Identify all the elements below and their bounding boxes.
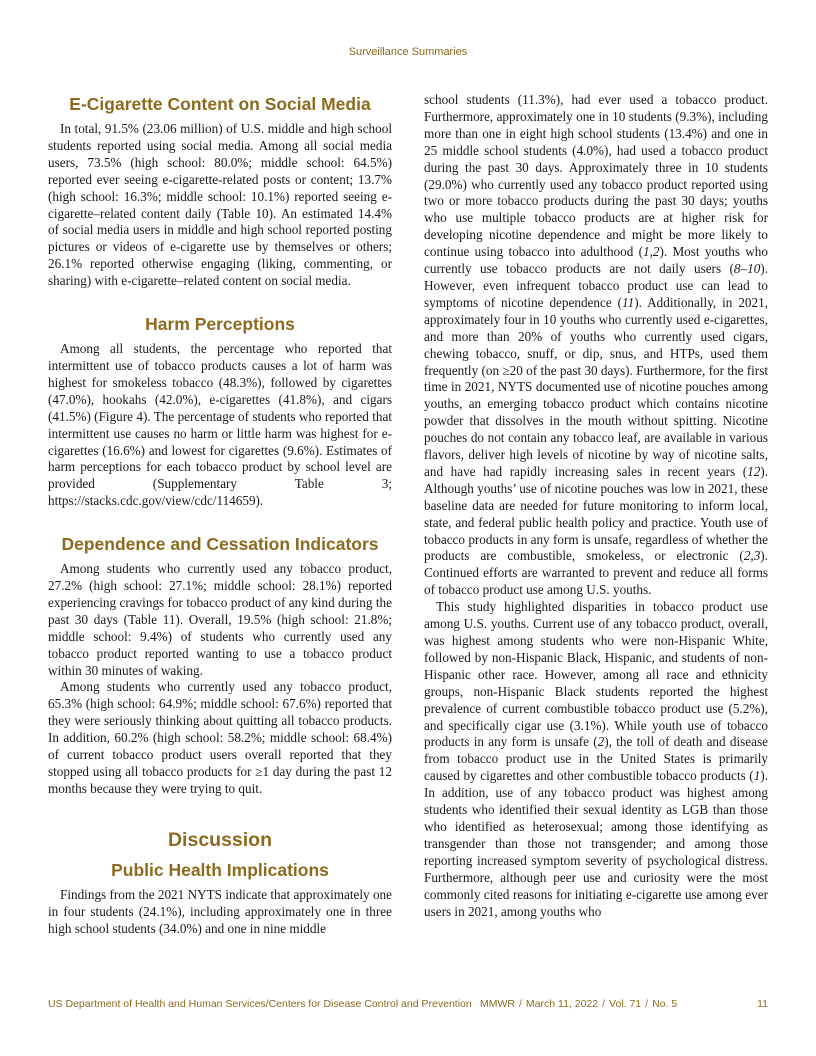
running-head: Surveillance Summaries — [348, 46, 468, 58]
footer — [48, 998, 768, 1012]
issue-number: No. 5 — [652, 998, 678, 1010]
footer-agency: US Department of Health and Human Services/Centers for Disease Control and Prevention — [48, 998, 472, 1010]
section-title-discussion: Discussion — [167, 828, 273, 851]
paragraph: This study highlighted disparities in tobacco product use among U.S. youths. Current use of any tobacco product, overall, was highest among students who were non-Hispanic White, followed by non-Hispanic Black, Hispanic, and students of non-Hispanic other race. However, among all race and ethnicity groups, non-Hispanic Black students reported the highest prevalence of current combustible tobacco product use (5.2%), and specifically cigar use (3.1%). While youth use of tobacco products in any form is unsafe (2), the toll of death and disease from tobacco product use in the United States is primarily caused by cigarettes and other combustible tobacco products (1). In addition, use of any tobacco product was highest among students who identified their sexual identity as LGB than those who identified as heterosexual; among those identifying as transgender than those not transgender; and among those reporting increased symptom severity of psychological distress. Furthermore, although peer use and curiosity were the most commonly cited reasons for initiating e-cigarette use among ever users in 2021, among youths who — [424, 599, 768, 919]
paragraph: Among students who currently used any tobacco product, 65.3% (high school: 64.9%; middle school: 67.6%) reported that they were seriously thinking about quitting all tobacco products. In addition, 60.2% (high school: 58.2%; middle school: 68.4%) of current tobacco product users overall reported that they stopped using all tobacco products for ≥1 day during the past 12 months because they were trying to quit. — [48, 679, 392, 796]
volume: Vol. 71 — [609, 998, 642, 1010]
citation: 11 — [622, 294, 635, 310]
paragraph: Findings from the 2021 NYTS indicate that approximately one in four students (24.1%), including approximately one in three high school students (34.0%) and one in nine middle — [48, 886, 392, 936]
citation: 1,2 — [643, 244, 660, 260]
paragraph: school students (11.3%), had ever used a tobacco product. Furthermore, approximately one in 10 students (9.3%), including more than one in eight high school students (13.4%) and one in 25 middle school students (4.0%), had used a tobacco product during the past 30 days. Approximately three in 10 students (29.0%) who currently used any tobacco product reported using two or more tobacco products during the past 30 days; youths who use multiple tobacco products are at higher risk for developing nicotine dependence and might be more likely to continue using tobacco into adulthood (1,2). Most youths who currently use tobacco products are not daily users (8–10). However, even infrequent tobacco product use can lead to symptoms of nicotine dependence (11). Additionally, in 2021, approximately four in 10 youths who currently used e-cigarettes, and more than 20% of youths who currently used cigars, chewing tobacco, snuff, or dip, snus, and HTPs, used them frequently (on ≥20 of the past 30 days). Furthermore, for the first time in 2021, NYTS documented use of nicotine pouches among youths, an emerging tobacco product which contains nicotine powder that dissolves in the mouth without spitting. Nicotine pouches do not contain any tobacco leaf, are available in various flavors, deliver high levels of nicotine by way of nicotine salts, and have had rapidly increasing sales in recent years (12). Although youths’ use of nicotine pouches was low in 2021, these baseline data are needed for future monitoring to inform local, state, and federal public health policy and practice. Youth use of tobacco products in any form is unsafe, regardless of whether the products are combustible, smokeless, or electronic (2,3). Continued efforts are warranted to prevent and reduce all forms of tobacco product use among U.S. youths. — [424, 92, 768, 598]
citation: 12 — [747, 463, 761, 479]
journal-name: MMWR — [480, 998, 515, 1010]
paragraph: Among all students, the percentage who reported that intermittent use of tobacco products causes a lot of harm was highest for smokeless tobacco (48.3%), followed by cigarettes (47.0%), hookahs (42.0%), e-cigarettes (41.8%), and cigars (41.5%) (Figure 4). The percentage of students who reported that intermittent use causes no harm or little harm was highest for e-cigarettes (16.6%) and lowest for cigarettes (9.6%). Estimates of harm perceptions for each tobacco product by school level are provided (Supplementary Table 3; https://stacks.cdc.gov/view/cdc/114659). — [48, 341, 392, 509]
citation: 1 — [753, 768, 761, 784]
paragraph: Among students who currently used any tobacco product, 27.2% (high school: 27.1%; middle school: 28.1%) reported experiencing cravings for tobacco product of any kind during the past 30 days (Table 11). Overall, 19.5% (high school: 21.8%; middle school: 9.4%) of students who currently used any tobacco product reported wanting to use a tobacco product within 30 minutes of waking. — [48, 561, 392, 678]
left-column — [48, 92, 392, 938]
page-number: 11 — [757, 998, 768, 1010]
section-title-dependence: Dependence and Cessation Indicators — [61, 534, 379, 555]
paragraph: In total, 91.5% (23.06 million) of U.S. middle and high school students reported using social media. Among all social media users, 73.5% (high school: 80.0%; middle school: 64.5%) reported ever seeing e-cigarette-related posts or content; 13.7% (high school: 16.3%; middle school: 10.1%) reported seeing e-cigarette–related content daily (Table 10). An estimated 14.4% of social media users in middle and high school reported posting pictures or videos of e-cigarette use by themselves or others; 26.1% reported otherwise engaging (liking, commenting, or sharing) with e-cigarette–related content on social media. — [48, 121, 392, 289]
citation: 2,3 — [743, 548, 761, 564]
citation: 8–10 — [733, 261, 761, 277]
right-column — [424, 92, 768, 920]
footer-citation: MMWR / March 11, 2022 / Vol. 71 / No. 5 — [480, 998, 678, 1010]
section-title-harm-perceptions: Harm Perceptions — [145, 314, 295, 335]
issue-date: March 11, 2022 — [525, 998, 599, 1010]
section-title-social-media: E-Cigarette Content on Social Media — [69, 94, 371, 114]
section-title-public-health: Public Health Implications — [111, 859, 329, 880]
citation: 2 — [597, 734, 605, 750]
